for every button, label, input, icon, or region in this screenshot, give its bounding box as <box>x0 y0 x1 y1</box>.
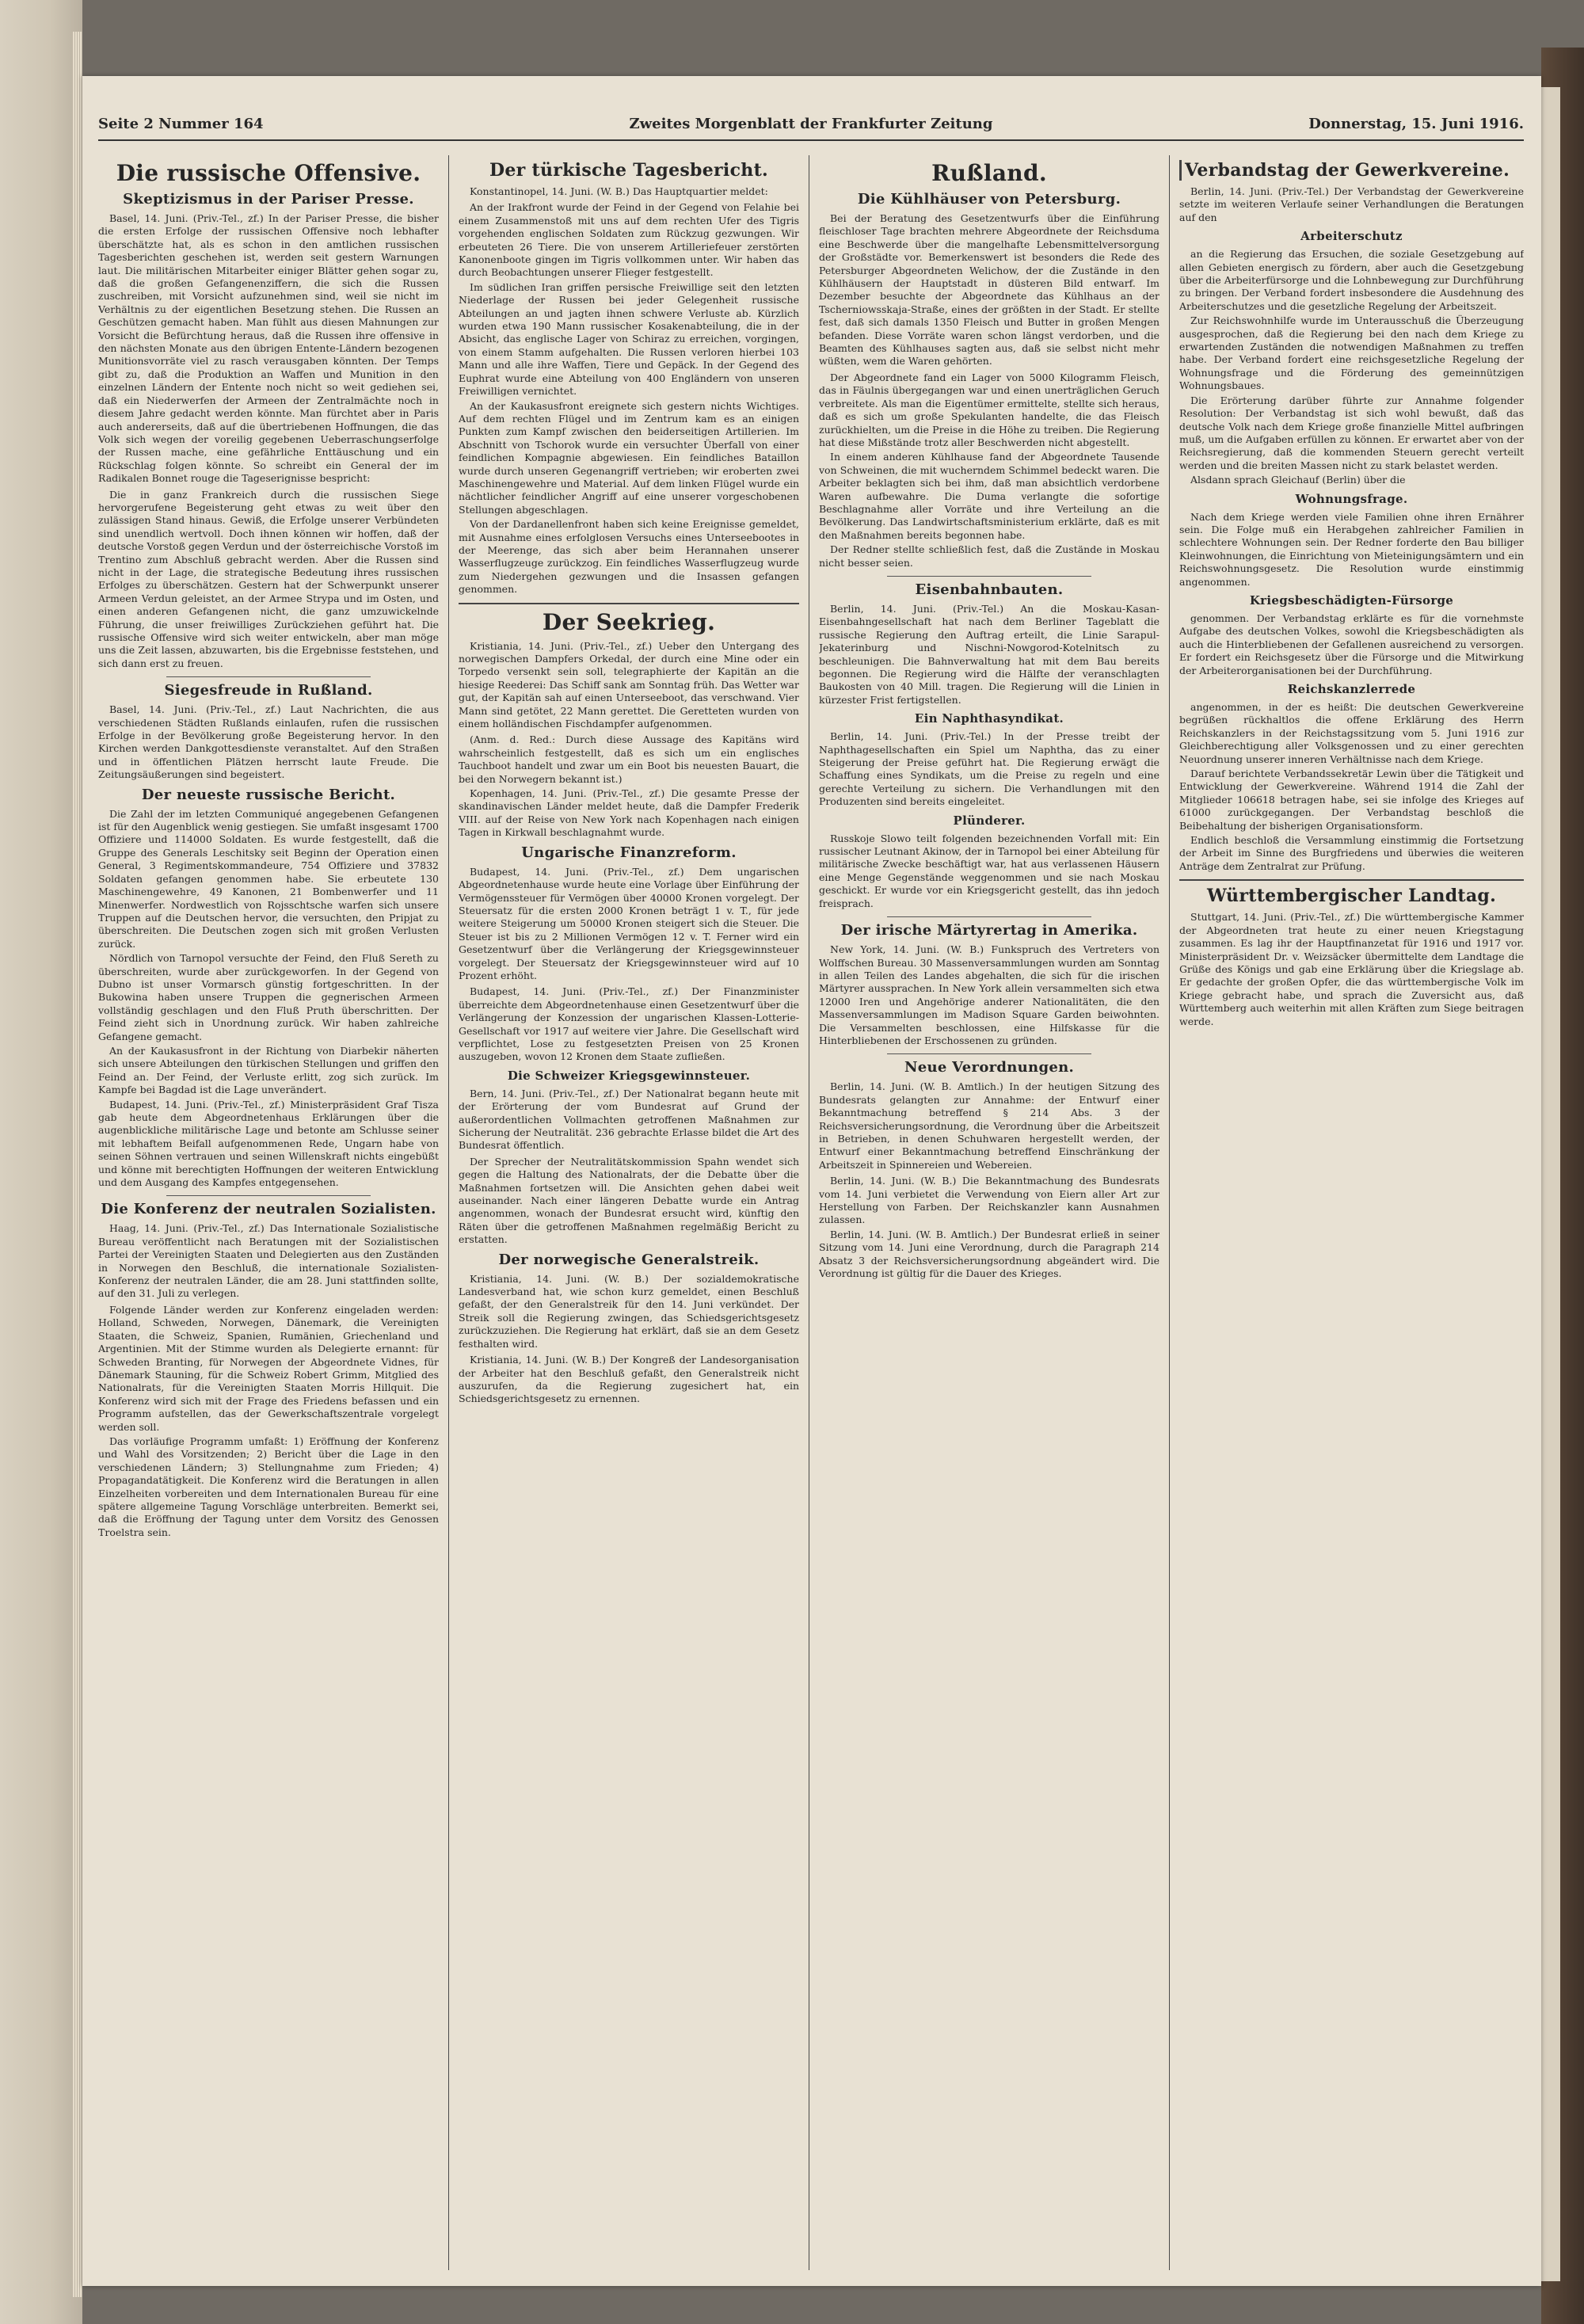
article-headline: Der norwegische Generalstreik. <box>498 1251 760 1268</box>
article-headline: Die russische Offensive. <box>116 160 421 186</box>
article-paragraph: An der Irakfront wurde der Feind in der Gegend von Felahie bei einem Zusammenstoß mit uns auf dem rechten Ufer des Tigris vorgehenden englischen Soldaten zum Rückzug gezwungen. Wir erbeuteten 26 Tiere. Die von unserem Artilleriefeuer zerstörten Kanonenboote gingen im Tigris vollkommen unter. Wir haben das durch Beobachtungen unserer Flieger festgestellt. <box>459 201 799 279</box>
column-3 <box>819 155 1159 2270</box>
separator <box>887 1053 1091 1054</box>
next-page-edge <box>1541 87 1560 2281</box>
separator <box>166 1195 371 1196</box>
article-headline: Rußland. <box>931 160 1047 186</box>
article-paragraph: Kristiania, 14. Juni. (Priv.-Tel., zf.) Ueber den Untergang des norwegischen Dampfers Orkedal, der durch eine Mine oder ein Torpedo versenkt sein soll, telegraphierte der Kapitän an die hiesige Reederei: Das Schiff sank am Sonntag früh. Das Wetter war gut, der Kapitän sah auf einen Unterseeboot, das verschwand. Vier Mann sind getötet, 22 Mann gerettet. Die Geretteten wurden von einem holländischen Fischdampfer aufgenommen. <box>459 639 799 730</box>
article-paragraph: Folgende Länder werden zur Konferenz eingeladen werden: Holland, Schweden, Norwegen, Dänemark, die Vereinigten Staaten, die Schweiz, Spanien, Rumänien, Griechenland und Argentinien. Mit der Stimme wurden als Delegierte ernannt: für Schweden Branting, für Norwegen der Abgeordnete Vidnes, für Dänemark Stauning, für die Schweiz Robert Grimm, Mitglied des Nationalrats, für die Vereinigten Staaten Morris Hillquit. Die Konferenz wird sich mit der Frage des Friedens befassen und ein Programm aufstellen, das der Gewerkschaftszentrale vorgelegt werden soll. <box>98 1303 439 1433</box>
article-paragraph: Budapest, 14. Juni. (Priv.-Tel., zf.) Der Finanzminister überreichte dem Abgeordnetenhause einen Gesetzentwurf über die Verlängerung der Konzession der ungarischen Klassen-Lotterie-Gesellschaft vor 1917 auf weitere vier Jahre. Die Gesellschaft wird verpflichtet, Lose zu festgesetzten Preisen von 25 Kronen auszugeben, wovon 12 Kronen dem Staate zufließen. <box>459 985 799 1063</box>
article-paragraph: Darauf berichtete Verbandssekretär Lewin über die Tätigkeit und Entwicklung der Gewerkvereine. Während 1914 die Zahl der Mitglieder 106618 betragen habe, sei sie infolge des Krieges auf 61000 zurückgegangen. Der Verbandstag beschloß die Beibehaltung der bisherigen Organisationsform. <box>1179 768 1524 832</box>
separator <box>887 916 1091 917</box>
article-headline: Verbandstag der Gewerkvereine. <box>1179 160 1524 181</box>
section-subheading: Kriegsbeschädigten-Fürsorge <box>1249 592 1454 608</box>
article-paragraph: Die Erörterung darüber führte zur Annahme folgender Resolution: Der Verbandstag ist sich wohl bewußt, daß das deutsche Volk nach dem Kriege große finanzielle Mittel aufbringen muß, um die Aufgaben erfüllen zu können. Er erwartet aber von der Reichsregierung, daß die kommenden Steuern gerecht verteilt werden und die breiten Massen nicht zu stark belastet werden. <box>1179 394 1524 471</box>
article-headline: Die Konferenz der neutralen Sozialisten. <box>101 1201 436 1218</box>
separator <box>166 676 371 677</box>
article-paragraph: Zur Reichswohnhilfe wurde im Unterausschuß die Überzeugung ausgesprochen, daß die Regierung bei den nach dem Kriege zu erwartenden Zuständen die notwendigen Maßnahmen zu treffen habe. Der Verband fordert eine reichsgesetzliche Regelung der Wohnungsfrage und die Förderung des gemeinnützigen Wohnungsbaues. <box>1179 314 1524 392</box>
article-paragraph: Berlin, 14. Juni. (W. B. Amtlich.) Der Bundesrat erließ in seiner Sitzung vom 14. Juni eine Verordnung, durch die Paragraph 214 Absatz 3 der Reichsversicherungsordnung abgeändert wird. Die Verordnung ist gültig für die Dauer des Krieges. <box>819 1228 1159 1280</box>
article-subheadline: Skeptizismus in der Pariser Presse. <box>123 191 414 208</box>
article-paragraph: Haag, 14. Juni. (Priv.-Tel., zf.) Das Internationale Sozialistische Bureau veröffentlicht nach Beratungen mit der Sozialistischen Partei der Vereinigten Staaten und Delegierten aus den Zuständen in Norwegen den Beschluß, die internationale Sozialisten-Konferenz der neutralen Länder, die am 28. Juni stattfinden sollte, auf den 31. Juli zu verlegen. <box>98 1222 439 1300</box>
column-1 <box>98 155 439 2270</box>
article-headline: Neue Verordnungen. <box>904 1059 1075 1076</box>
article-paragraph: Die Zahl der im letzten Communiqué angegebenen Gefangenen ist für den Augenblick wenig gestiegen. Sie umfaßt insgesamt 1700 Offiziere und 114000 Soldaten. Es wurde festgestellt, daß die Gruppe des Generals Leschitsky seit Beginn der Operation einen General, 3 Regimentskommandeure, 754 Offiziere und 37832 Soldaten gefangen genommen habe. Sie erbeutete 130 Maschinengewehre, 49 Kanonen, 21 Bombenwerfer und 11 Minenwerfer. Nordwestlich von Rojsschtsche warfen sich unsere Truppen auf die Deutschen hervor, die versuchten, den Pripjat zu überschreiten. Die Deutschen zogen sich mit großen Verlusten zurück. <box>98 807 439 950</box>
separator <box>459 603 799 604</box>
article-paragraph: Konstantinopel, 14. Juni. (W. B.) Das Hauptquartier meldet: <box>470 185 768 197</box>
column-rule <box>1169 155 1170 2270</box>
article-paragraph: An der Kaukasusfront in der Richtung von Diarbekir näherten sich unsere Abteilungen den türkischen Stellungen und griffen den Feind an. Der Feind, der Verluste erlitt, zog sich zurück. Im Kampfe bei Bagdad ist die Lage unverändert. <box>98 1044 439 1096</box>
article-paragraph: Der Sprecher der Neutralitätskommission Spahn wendet sich gegen die Haltung des Nationalrats, der die Debatte über die Maßnahmen fortsetzen will. Die Ansichten gehen dabei weit auseinander. Nach einer längeren Debatte wurde ein Antrag angenommen, wonach der Bundesrat ersucht wird, künftig den Räten über die getroffenen Maßnahmen regelmäßig Bericht zu erstatten. <box>459 1155 799 1246</box>
article-paragraph: An der Kaukasusfront ereignete sich gestern nichts Wichtiges. Auf dem rechten Flügel und im Zentrum kam es an einigen Punkten zum Kampf zwischen den beiderseitigen Artillerien. Im Abschnitt von Tschorok wurde ein versuchter Überfall von einer feindlichen Kompagnie abgewiesen. Ein feindliches Bataillon wurde durch unseren Gegenangriff vertrieben; wir eroberten zwei Maschinengewehre und Material. Auf dem linken Flügel wurde ein nächtlicher feindlicher Angriff auf eine unserer vorgeschobenen Stellungen abgeschlagen. <box>459 399 799 516</box>
article-paragraph: Der Redner stellte schließlich fest, daß die Zustände in Moskau nicht besser seien. <box>819 543 1159 569</box>
article-paragraph: Berlin, 14. Juni. (Priv.-Tel.) An die Moskau-Kasan-Eisenbahngesellschaft hat nach dem Berliner Tageblatt die russische Regierung den Auftrag erteilt, die Linie Sarapul-Jekaterinburg und Nischni-Nowgorod-Kotelnitsch zu beschleunigen. Die Bahnverwaltung hat mit dem Bau bereits begonnen. Die Regierung wird die Hälfte der veranschlagten Baukosten von 40 Mill. tragen. Die Regierung will die Linien in kürzester Frist fertigstellen. <box>819 602 1159 706</box>
article-headline: Siegesfreude in Rußland. <box>164 682 373 699</box>
article-paragraph: Die in ganz Frankreich durch die russischen Siege hervorgerufene Begeisterung geht etwas zu weit über den zulässigen Stand hinaus. Gewiß, die Erfolge unserer Verbündeten sind unendlich wertvoll. Doch ihnen können wir hoffen, daß der deutsche Vorstoß gegen Verdun und der österreichische Vorstoß im Trentino zum Abschluß gebracht werden. Aber die Russen sind nicht in der Lage, die strategische Bedeutung ihres russischen Erfolges zu überschätzen. Gestern hat der Schwerpunkt unserer Armeen Verdun geleistet, an der Armee Strypa und im Osten, und einen anderen Gefangenen nicht, die ganz umzuwickelnde Führung, die unser freiwilliges Zurückziehen geführt hat. Die russische Offensive wird sich weiter entwickeln, aber man möge uns die Zeit lassen, abzuwarten, bis die Ergebnisse feststehen, und sich dann erst zu freuen. <box>98 488 439 669</box>
page-header <box>98 108 1524 141</box>
article-paragraph: Berlin, 14. Juni. (W. B. Amtlich.) In der heutigen Sitzung des Bundesrats gelangten zur Annahme: der Entwurf einer Bekanntmachung betreffend § 214 Abs. 3 der Reichsversicherungsordnung, die Verordnung über die Arbeitszeit in Betrieben, in denen Schuhwaren hergestellt werden, der Entwurf einer Bekanntmachung betreffend Einschränkung der Arbeitszeit in Spinnereien und Webereien. <box>819 1080 1159 1171</box>
article-paragraph: Budapest, 14. Juni. (Priv.-Tel., zf.) Ministerpräsident Graf Tisza gab heute dem Abgeordnetenhaus Erklärungen über die augenblickliche militärische Lage und betonte am Schlusse seiner mit lebhaftem Beifall aufgenommenen Rede, Ungarn habe von seinen Söhnen vertrauen und seinen Willenskraft nichts eingebüßt und könne mit berechtigten Hoffnungen der weiteren Entwicklung und dem Ausgang des Kampfes entgegensehen. <box>98 1098 439 1189</box>
column-4 <box>1179 155 1524 2270</box>
section-subheading: Reichskanzlerrede <box>1287 682 1416 696</box>
article-paragraph: In einem anderen Kühlhause fand der Abgeordnete Tausende von Schweinen, die mit wucherndem Schimmel bedeckt waren. Die Arbeiter beklagten sich bei ihm, daß man absichtlich verdorbene Waren aufbewahre. Die Duma verlangte die sofortige Beschlagnahme aller Vorräte und ihre Verteilung an die Bevölkerung. Das Landwirtschaftsministerium erklärte, daß es mit den Maßnahmen bereits begonnen habe. <box>819 451 1159 541</box>
article-paragraph: Im südlichen Iran griffen persische Freiwillige seit den letzten Niederlage der Russen bei jeder Gelegenheit russische Abteilungen an und jagten ihnen schwere Verluste ab. Kürzlich wurden etwa 190 Mann russischer Kosakenabteilung, die in der Absicht, das englische Lager von Schiraz zu erreichen, vorgingen, von einem Stamm aufgehalten. Die Russen verloren hierbei 103 Mann und alle ihre Waffen, Tiere und Gepäck. In der Gegend des Euphrat wurde eine Abteilung von 400 Engländern von unseren Freiwilligen vernichtet. <box>459 280 799 398</box>
article-paragraph: Russkoje Slowo teilt folgenden bezeichnenden Vorfall mit: Ein russischer Leutnant Akinow, der in Tarnopol bei einer Abteilung für militärische Zwecke beschäftigt war, hat aus verlassenen Häusern eine Menge Gegenstände weggenommen und sie nach Moskau geschickt. Er wurde vor ein Kriegsgericht gestellt, das ihn jedoch freisprach. <box>819 832 1159 909</box>
article-headline: Plünderer. <box>953 813 1026 828</box>
article-paragraph: an die Regierung das Ersuchen, die soziale Gesetzgebung auf allen Gebieten energisch zu fördern, aber auch die Gesetzgebung über die Arbeiterfürsorge und die Lohnbewegung zur Durchführung zu bringen. Der Verband fordert insbesondere die Ausdehnung des Arbeiterschutzes und die gesetzliche Regelung der Arbeitszeit. <box>1179 248 1524 312</box>
section-subheading: Arbeiterschutz <box>1300 229 1403 244</box>
article-paragraph: New York, 14. Juni. (W. B.) Funkspruch des Vertreters von Wolffschen Bureau. 30 Massenversammlungen wurden am Sonntag in allen Teilen des Landes abgehalten, die sich für die irischen Märtyrer aussprachen. In New York allein versammelten sich etwa 12000 Iren und Angehörige anderer Nationalitäten, die den Massenversammlungen im Madison Square Garden beiwohnten. Die Versammelten beschlossen, eine Hilfskasse für die Hinterbliebenen der Erschossenen zu gründen. <box>819 943 1159 1046</box>
book-spine <box>0 0 82 2324</box>
page-stack-edge <box>73 32 82 2297</box>
header-date: Donnerstag, 15. Juni 1916. <box>1308 116 1524 132</box>
article-paragraph: Bei der Beratung des Gesetzentwurfs über die Einführung fleischloser Tage brachten mehrere Abgeordnete der Reichsduma eine Beschwerde über die mangelhafte Lebensmittelversorgung der Großstädte vor. Bemerkenswert ist besonders die Rede des Petersburger Abgeordneten Welichow, der die Zustände in den Kühlhäusern der Hauptstadt in düsteren Bild entwarf. Im Dezember besuchte der Abgeordnete das Kühlhaus an der Tscherniowsskaja-Straße, eines der größten in der Stadt. Er stellte fest, daß sich damals 1350 Fleisch und Butter in großen Mengen befanden. Diese Vorräte waren schon längst verdorben, und die Beamten des Kühlhauses sagten aus, daß sie selbst nicht mehr wüßten, wem die Waren gehörten. <box>819 212 1159 368</box>
article-headline: Württembergischer Landtag. <box>1206 886 1497 907</box>
article-paragraph: Berlin, 14. Juni. (Priv.-Tel.) In der Presse treibt der Naphthagesellschaften ein Spiel um Naphtha, das zu einer Steigerung der Preise geführt hat. Die Regierung erwägt die Schaffung eines Syndikats, um die Preise zu regeln und eine gerechte Verteilung zu sichern. Die Verhandlungen mit den Produzenten sind bereits eingeleitet. <box>819 730 1159 808</box>
article-paragraph: Kristiania, 14. Juni. (W. B.) Der sozialdemokratische Landesverband hat, wie schon kurz gemeldet, einen Beschluß gefaßt, der den Generalstreik für den 14. Juni verkündet. Der Streik soll die Regierung zwingen, das Schiedsgerichtsgesetz zurückzuziehen. Die Regierung hat erklärt, daß sie an dem Gesetz festhalten wird. <box>459 1272 799 1350</box>
article-paragraph: Endlich beschloß die Versammlung einstimmig die Fortsetzung der Arbeit im Sinne des Burgfriedens und überwies die weiteren Anträge dem Zentralrat zur Prüfung. <box>1179 834 1524 872</box>
article-headline: Eisenbahnbauten. <box>915 581 1064 598</box>
article-paragraph: Berlin, 14. Juni. (W. B.) Die Bekanntmachung des Bundesrats vom 14. Juni verbietet die Verwendung von Eiern aller Art zur Herstellung von Farben. Der Reichskanzler kann Ausnahmen zulassen. <box>819 1175 1159 1226</box>
article-paragraph: Das vorläufige Programm umfaßt: 1) Eröffnung der Konferenz und Wahl des Vorsitzenden; 2) Bericht über die Lage in den verschiedenen Ländern; 3) Stellungnahme zum Frieden; 4) Propagandatätigkeit. Die Konferenz wird die Beratungen in allen Einzelheiten vorbereiten und dem Internationalen Bureau für eine spätere allgemeine Tagung Vorschläge unterbreiten. Bemerkt sei, daß die Eröffnung der Tagung unter dem Vorsitz des Genossen Troelstra sein. <box>98 1434 439 1538</box>
newspaper-page <box>82 76 1541 2286</box>
article-paragraph: genommen. Der Verbandstag erklärte es für die vornehmste Aufgabe des deutschen Volkes, sowohl die Kriegsbeschädigten als auch die Hinterbliebenen der Gefallenen ausreichend zu versorgen. Er fordert ein Reichsgesetz über die Fürsorge und die Mitwirkung der Arbeiterorganisationen bei der Durchführung. <box>1179 611 1524 676</box>
article-subheadline: Die Kühlhäuser von Petersburg. <box>857 191 1121 208</box>
article-headline: Der neueste russische Bericht. <box>141 786 396 803</box>
article-headline: Der irische Märtyrertag in Amerika. <box>840 922 1138 939</box>
article-headline: Ungarische Finanzreform. <box>521 844 737 861</box>
section-subheading: Wohnungsfrage. <box>1295 491 1408 506</box>
article-headline: Ein Naphthasyndikat. <box>914 711 1064 726</box>
article-paragraph: Stuttgart, 14. Juni. (Priv.-Tel., zf.) Die württembergische Kammer der Abgeordneten trat heute zu einer neuen Kriegstagung zusammen. Es lag ihr der Hauptfinanzetat für 1916 und 1917 vor. Ministerpräsident Dr. v. Weizsäcker übermittelte dem Landtage die Grüße des Königs und gab eine Erklärung über die Kriegslage ab. Er gedachte der großen Opfer, die das württembergische Volk im Kriege gebracht habe, und sprach die Zuversicht aus, daß Württemberg auch weiterhin mit allen Kräften zum Siege beitragen werde. <box>1179 911 1524 1027</box>
article-headline: Der türkische Tagesbericht. <box>489 160 769 181</box>
header-masthead: Zweites Morgenblatt der Frankfurter Zeitung <box>629 116 993 132</box>
article-paragraph: Budapest, 14. Juni. (Priv.-Tel., zf.) Dem ungarischen Abgeordnetenhause wurde heute eine Vorlage über Einführung der Vermögenssteuer für Vermögen über 40000 Kronen vorgelegt. Der Steuersatz für die ersten 2000 Kronen beträgt 1 v. T., für jede weitere Steigerung um 50000 Kronen steigert sich die Steuer. Die Steuer ist bis zu 2 Millionen Vermögen 12 v. T. Ferner wird ein Gesetzentwurf über die Verlängerung der Kriegsgewinnsteuer vorgelegt. Der Steuersatz der Kriegsgewinnsteuer wird auf 10 Prozent erhöht. <box>459 865 799 981</box>
article-paragraph: Kopenhagen, 14. Juni. (Priv.-Tel., zf.) Die gesamte Presse der skandinavischen Länder meldet heute, daß die Dampfer Frederik VIII. auf der Reise von New York nach Kopenhagen nach einigen Tagen in Kirkwall beschlagnahmt wurde. <box>459 787 799 839</box>
article-paragraph: Von der Dardanellenfront haben sich keine Ereignisse gemeldet, mit Ausnahme eines erfolglosen Versuchs eines Unterseebootes in der Meerenge, das sich aber beim Herannahen unserer Wasserflugzeuge zurückzog. Ein feindliches Wasserflugzeug wurde zum Niedergehen gezwungen und die Insassen gefangen genommen. <box>459 518 799 596</box>
column-rule <box>448 155 449 2270</box>
article-headline: Der Seekrieg. <box>542 608 716 635</box>
article-paragraph: Berlin, 14. Juni. (Priv.-Tel.) Der Verbandstag der Gewerkvereine setzte im weiteren Verlaufe seiner Verhandlungen die Beratungen auf den <box>1179 185 1524 223</box>
article-paragraph: Basel, 14. Juni. (Priv.-Tel., zf.) In der Pariser Presse, die bisher die ersten Erfolge der russischen Offensive noch lebhafter überschätzte hat, als es schon in den amtlichen russischen Tagesberichten geschehen ist, werden seit gestern Warnungen laut. Die militärischen Mitarbeiter einiger Blätter gehen sogar zu, daß die großen Gefangenenziffern, die sich die Russen zuschreiben, mit Vorsicht aufzunehmen sind, weil sie nicht im Verhältnis zu der eigentlichen Besetzung stehen. Die Russen an Geschützen gemacht haben. Man fühlt aus diesen Mahnungen zur Vorsicht die Befürchtung heraus, daß die Russen ihre offensive in den nächsten Monate aus den übrigen Entente-Ländern bezogenen Munitionsvorräte viel zu rasch verausgaben könnten. Der Temps gibt zu, daß die Produktion an Waffen und Munition in den einzelnen Ländern der Entente noch nicht so weit gediehen sei, daß ein Niederwerfen der Armeen der Zentralmächte noch in diesem Jahre gedacht werden könnte. Man fürchtet aber in Paris auch andererseits, daß auf die übertriebenen Hoffnungen, die das Volk sich wegen der voreilig gegebenen Ueberraschungserfolge der Russen mache, eine gefährliche Enttäuschung und ein Rückschlag folgen könnte. So schreibt ein General der im Radikalen Bonnet rouge die Tageserignisse bespricht: <box>98 212 439 485</box>
header-page-number: Seite 2 Nummer 164 <box>98 116 264 132</box>
article-paragraph: Der Abgeordnete fand ein Lager von 5000 Kilogramm Fleisch, das in Fäulnis übergegangen war und einen unerträglichen Geruch verbreitete. Als man die Eigentümer ermittelte, stellte sich heraus, daß es sich um große Spekulanten handelte, die das Fleisch zurückhielten, um die Preise in die Höhe zu treiben. Die Regierung hat diese Mißstände trotz aller Beschwerden nicht abgestellt. <box>819 371 1159 448</box>
article-paragraph: Alsdann sprach Gleichauf (Berlin) über die <box>1190 474 1406 486</box>
separator <box>1179 879 1524 881</box>
article-paragraph: Bern, 14. Juni. (Priv.-Tel., zf.) Der Nationalrat begann heute mit der Erörterung der vom Bundesrat auf Grund der außerordentlichen Vollmachten getroffenen Maßnahmen zur Sicherung der Neutralität. 236 gebrachte Erlasse bildet die Art des Bundesrat öffentlich. <box>459 1087 799 1152</box>
article-paragraph: angenommen, in der es heißt: Die deutschen Gewerkvereine begrüßen rückhaltlos die offene Erklärung des Herrn Reichskanzlers in der Reichstagssitzung vom 5. Juni 1916 zur Gleichberechtigung aller Volksgenossen und zu einer gerechten Neuordnung unserer inneren Verhältnisse nach dem Kriege. <box>1179 701 1524 765</box>
article-paragraph: Nach dem Kriege werden viele Familien ohne ihren Ernährer sein. Die Folge muß ein Herabgehen zahlreicher Familien in schlechtere Wohnungen sein. Der Redner forderte den Bau billiger Kleinwohnungen, die Einrichtung von Mieteinigungsämtern und ein Reichswohnungsgesetz. Die Resolution wurde einstimmig angenommen. <box>1179 510 1524 588</box>
article-paragraph: Nördlich von Tarnopol versuchte der Feind, den Fluß Sereth zu überschreiten, wurde aber zurückgeworfen. In der Gegend von Dubno ist unser Vormarsch günstig fortgeschritten. In der Bukowina haben unsere Truppen die gegnerischen Armeen vollständig geschlagen und den Fluß Pruth überschritten. Der Feind zieht sich in Unordnung zurück. Wir haben zahlreiche Gefangene gemacht. <box>98 952 439 1042</box>
article-headline: Die Schweizer Kriegsgewinnsteuer. <box>507 1068 751 1083</box>
article-paragraph: (Anm. d. Red.: Durch diese Aussage des Kapitäns wird wahrscheinlich festgestellt, daß es sich um ein englisches Tauchboot handelt und zwar um ein Boot bis neuesten Bauart, die bei den Norwegern bekannt ist.) <box>459 733 799 785</box>
article-paragraph: Basel, 14. Juni. (Priv.-Tel., zf.) Laut Nachrichten, die aus verschiedenen Städten Rußlands einlaufen, rufen die russischen Erfolge in der Bevölkerung große Begeisterung hervor. In den Kirchen werden Dankgottesdienste veranstaltet. Auf den Straßen und in öffentlichen Plätzen herrscht laute Freude. Die Zeitungsäußerungen sind begeistert. <box>98 703 439 781</box>
article-paragraph: Kristiania, 14. Juni. (W. B.) Der Kongreß der Landesorganisation der Arbeiter hat den Beschluß gefaßt, den Generalstreik nicht auszurufen, da die Regierung zugesichert hat, ein Schiedsgerichtsgesetz zu ernennen. <box>459 1354 799 1405</box>
separator <box>887 576 1091 577</box>
column-2 <box>459 155 799 2270</box>
